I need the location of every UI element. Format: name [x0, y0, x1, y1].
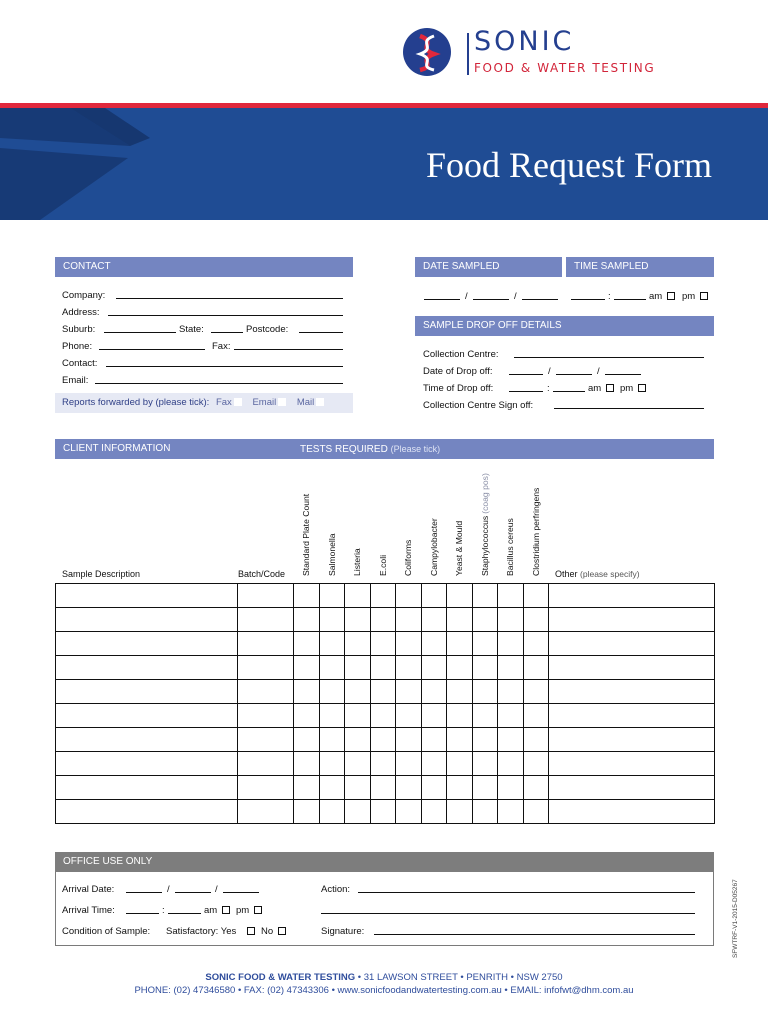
- dropoff-date-label: Date of Drop off:: [423, 366, 493, 377]
- sample-description-cell[interactable]: [56, 776, 238, 800]
- time-am-checkbox[interactable]: [667, 292, 675, 300]
- test-tick-cell[interactable]: [473, 752, 498, 776]
- table-row: [56, 632, 715, 656]
- test-tick-cell[interactable]: [524, 656, 549, 680]
- test-tick-cell[interactable]: [447, 704, 473, 728]
- dropoff-day-field[interactable]: [509, 366, 543, 375]
- date-sampled-day-field[interactable]: [424, 291, 460, 300]
- batch-code-cell[interactable]: [238, 704, 294, 728]
- dropoff-pm-checkbox[interactable]: [638, 384, 646, 392]
- batch-code-cell[interactable]: [238, 680, 294, 704]
- signoff-field[interactable]: [554, 400, 704, 409]
- test-tick-cell[interactable]: [498, 752, 524, 776]
- test-label: Bacillus cereus: [505, 518, 515, 576]
- tests-required-note: (Please tick): [390, 444, 441, 454]
- test-header: [377, 554, 388, 577]
- test-tick-cell[interactable]: [498, 656, 524, 680]
- satisfactory-no-label: No: [261, 926, 274, 937]
- test-tick-cell[interactable]: [473, 584, 498, 608]
- collection-centre-field[interactable]: [514, 349, 704, 358]
- arrival-pm-checkbox[interactable]: [254, 906, 262, 914]
- test-tick-cell[interactable]: [371, 656, 396, 680]
- test-label: Standard Plate Count: [301, 493, 311, 576]
- test-header: [428, 518, 439, 577]
- test-header: [530, 487, 541, 577]
- test-tick-cell[interactable]: [473, 632, 498, 656]
- test-tick-cell[interactable]: [473, 656, 498, 680]
- test-tick-cell[interactable]: [447, 800, 473, 824]
- dropoff-hour-field[interactable]: [509, 383, 543, 392]
- state-field[interactable]: [211, 324, 243, 333]
- condition-label: Condition of Sample:: [62, 926, 151, 937]
- other-label: Other: [555, 569, 578, 579]
- table-row: [56, 680, 715, 704]
- address-label: Address:: [62, 307, 100, 318]
- tests-required-label: TESTS REQUIRED: [300, 444, 388, 455]
- test-tick-cell[interactable]: [396, 704, 422, 728]
- date-sampled-year-field[interactable]: [522, 291, 558, 300]
- batch-code-cell[interactable]: [238, 800, 294, 824]
- dropoff-month-field[interactable]: [556, 366, 592, 375]
- other-cell[interactable]: [549, 584, 715, 608]
- satisfactory-yes-checkbox[interactable]: [247, 927, 255, 935]
- test-tick-cell[interactable]: [320, 608, 345, 632]
- test-header: [403, 539, 413, 577]
- test-tick-cell[interactable]: [345, 584, 371, 608]
- suburb-field[interactable]: [104, 324, 176, 333]
- arrival-am-checkbox[interactable]: [222, 906, 230, 914]
- test-tick-cell[interactable]: [422, 728, 447, 752]
- test-label: Clostridium perfringens: [530, 487, 541, 576]
- title-banner: [0, 108, 768, 220]
- sample-description-cell[interactable]: [56, 656, 238, 680]
- dropoff-minute-field[interactable]: [553, 383, 585, 392]
- dropoff-am-label: am: [588, 383, 602, 394]
- test-tick-cell[interactable]: [447, 728, 473, 752]
- fax-label: Fax:: [212, 341, 231, 352]
- test-header: [454, 520, 464, 577]
- sonic-logo-icon: [403, 28, 451, 76]
- test-tick-cell[interactable]: [422, 704, 447, 728]
- date-separator: /: [514, 291, 517, 302]
- client-info-label: CLIENT INFORMATION: [63, 443, 171, 454]
- fax-field[interactable]: [234, 341, 343, 350]
- test-tick-cell[interactable]: [345, 800, 371, 824]
- test-tick-cell[interactable]: [473, 800, 498, 824]
- phone-field[interactable]: [99, 341, 205, 350]
- table-row: [56, 704, 715, 728]
- test-tick-cell[interactable]: [422, 752, 447, 776]
- test-tick-cell[interactable]: [447, 608, 473, 632]
- test-tick-cell[interactable]: [473, 680, 498, 704]
- test-tick-cell[interactable]: [371, 728, 396, 752]
- time-colon: :: [608, 291, 611, 302]
- test-tick-cell[interactable]: [345, 656, 371, 680]
- arrival-pm-label: pm: [236, 905, 250, 916]
- time-am-label: am: [649, 291, 663, 302]
- table-row: [56, 776, 715, 800]
- postcode-field[interactable]: [299, 324, 343, 333]
- test-label: Listeria: [352, 548, 362, 576]
- date-sampled-month-field[interactable]: [473, 291, 509, 300]
- test-tick-cell[interactable]: [371, 608, 396, 632]
- footer-contact-line: PHONE: (02) 47346580 • FAX: (02) 47343306 • www.sonicfoodandwatertesting.com.au • EMAIL: infofwt@dhm.com.au: [134, 985, 634, 996]
- table-row: [56, 584, 715, 608]
- arrival-day-field[interactable]: [126, 884, 162, 893]
- sample-description-cell[interactable]: [56, 704, 238, 728]
- test-tick-cell[interactable]: [320, 632, 345, 656]
- other-note: (please specify): [580, 569, 640, 579]
- test-tick-cell[interactable]: [345, 728, 371, 752]
- contact-field[interactable]: [106, 358, 343, 367]
- contact-label: Contact:: [62, 358, 98, 369]
- test-tick-cell[interactable]: [320, 728, 345, 752]
- date-separator: /: [548, 366, 551, 377]
- test-tick-cell[interactable]: [320, 680, 345, 704]
- test-tick-cell[interactable]: [473, 728, 498, 752]
- phone-label: Phone:: [62, 341, 93, 352]
- footer-address-line: [0, 972, 768, 983]
- test-label: Yeast & Mould: [454, 520, 464, 576]
- signature-label: Signature:: [321, 926, 365, 937]
- test-tick-cell[interactable]: [524, 608, 549, 632]
- test-header: [301, 493, 311, 577]
- action-label: Action:: [321, 884, 351, 895]
- test-tick-cell[interactable]: [396, 776, 422, 800]
- time-sampled-bar: TIME SAMPLED: [566, 257, 714, 277]
- batch-code-cell[interactable]: [238, 752, 294, 776]
- state-label: State:: [179, 324, 204, 335]
- arrival-date-label: Arrival Date:: [62, 884, 115, 895]
- sample-description-cell[interactable]: [56, 728, 238, 752]
- test-label: Salmonella: [326, 533, 337, 576]
- table-row: [56, 752, 715, 776]
- time-colon: :: [547, 383, 550, 394]
- dropoff-section-bar: SAMPLE DROP OFF DETAILS: [415, 316, 714, 336]
- test-tick-cell[interactable]: [371, 680, 396, 704]
- test-tick-cell[interactable]: [371, 704, 396, 728]
- test-tick-cell[interactable]: [396, 632, 422, 656]
- date-separator: /: [597, 366, 600, 377]
- test-tick-cell[interactable]: [320, 800, 345, 824]
- suburb-label: Suburb:: [62, 324, 96, 335]
- mail-checkbox[interactable]: [316, 398, 324, 406]
- postcode-label: Postcode:: [246, 324, 289, 335]
- test-tick-cell[interactable]: [447, 752, 473, 776]
- batch-code-cell[interactable]: [238, 632, 294, 656]
- other-cell[interactable]: [549, 704, 715, 728]
- sample-description-cell[interactable]: [56, 680, 238, 704]
- table-row: [56, 800, 715, 824]
- fax-option-label: Fax: [215, 397, 232, 408]
- test-tick-cell[interactable]: [447, 680, 473, 704]
- test-tick-cell[interactable]: [320, 584, 345, 608]
- signature-field[interactable]: [374, 926, 695, 935]
- other-cell[interactable]: [549, 632, 715, 656]
- other-cell[interactable]: [549, 800, 715, 824]
- test-header: [352, 548, 362, 577]
- email-checkbox[interactable]: [278, 398, 286, 406]
- test-tick-cell[interactable]: [524, 680, 549, 704]
- sample-description-cell[interactable]: [56, 800, 238, 824]
- footer-address: • 31 LAWSON STREET • PENRITH • NSW 2750: [355, 972, 563, 983]
- time-colon: :: [162, 905, 165, 916]
- arrival-year-field[interactable]: [223, 884, 259, 893]
- satisfactory-yes-label: Satisfactory: Yes: [166, 926, 237, 937]
- arrival-time-label: Arrival Time:: [62, 905, 115, 916]
- reports-forwarded-row: [55, 393, 353, 413]
- table-row: [56, 656, 715, 680]
- batch-code-cell[interactable]: [238, 584, 294, 608]
- action-field-line-2[interactable]: [321, 905, 695, 914]
- logo-divider: [467, 33, 469, 75]
- test-tick-cell[interactable]: [422, 584, 447, 608]
- test-tick-cell[interactable]: [294, 680, 320, 704]
- test-tick-cell[interactable]: [498, 584, 524, 608]
- test-header: [326, 533, 337, 577]
- fax-checkbox[interactable]: [234, 398, 242, 406]
- email-option-label: Email: [252, 397, 277, 408]
- test-tick-cell[interactable]: [473, 704, 498, 728]
- test-label: E.coli: [377, 554, 388, 576]
- test-tick-cell[interactable]: [396, 728, 422, 752]
- time-pm-label: pm: [682, 291, 696, 302]
- test-header: [479, 473, 490, 577]
- test-tick-cell[interactable]: [345, 680, 371, 704]
- test-tick-cell[interactable]: [294, 776, 320, 800]
- test-tick-cell[interactable]: [396, 608, 422, 632]
- test-tick-cell[interactable]: [447, 776, 473, 800]
- test-label: Campylobacter: [428, 518, 439, 576]
- test-tick-cell[interactable]: [396, 680, 422, 704]
- test-tick-cell[interactable]: [371, 800, 396, 824]
- test-tick-cell[interactable]: [447, 656, 473, 680]
- test-tick-cell[interactable]: [294, 752, 320, 776]
- test-tick-cell[interactable]: [524, 704, 549, 728]
- brand-subtitle: FOOD & WATER TESTING: [474, 61, 656, 75]
- address-field[interactable]: [108, 307, 343, 316]
- batch-code-cell[interactable]: [238, 656, 294, 680]
- email-label: Email:: [62, 375, 89, 386]
- test-tick-cell[interactable]: [524, 800, 549, 824]
- test-tick-cell[interactable]: [422, 608, 447, 632]
- arrival-minute-field[interactable]: [168, 905, 201, 914]
- collection-centre-label: Collection Centre:: [423, 349, 499, 360]
- batch-code-cell[interactable]: [238, 776, 294, 800]
- table-row: [56, 728, 715, 752]
- test-tick-cell[interactable]: [345, 704, 371, 728]
- sample-description-cell[interactable]: [56, 632, 238, 656]
- other-cell[interactable]: [549, 776, 715, 800]
- mail-option-label: Mail: [296, 397, 315, 408]
- test-tick-cell[interactable]: [294, 632, 320, 656]
- test-tick-cell[interactable]: [447, 584, 473, 608]
- test-tick-cell[interactable]: [498, 680, 524, 704]
- test-tick-cell[interactable]: [498, 608, 524, 632]
- test-tick-cell[interactable]: [320, 776, 345, 800]
- test-tick-cell[interactable]: [371, 776, 396, 800]
- test-tick-cell[interactable]: [422, 800, 447, 824]
- test-tick-cell[interactable]: [396, 656, 422, 680]
- company-field[interactable]: [116, 290, 343, 299]
- test-tick-cell[interactable]: [371, 584, 396, 608]
- test-tick-cell[interactable]: [473, 608, 498, 632]
- contact-section-bar: CONTACT: [55, 257, 353, 277]
- test-tick-cell[interactable]: [524, 632, 549, 656]
- test-tick-cell[interactable]: [294, 656, 320, 680]
- batch-code-cell[interactable]: [238, 728, 294, 752]
- test-tick-cell[interactable]: [294, 608, 320, 632]
- form-title: Food Request Form: [425, 145, 712, 185]
- test-tick-cell[interactable]: [422, 656, 447, 680]
- test-label: Coliforms: [403, 539, 413, 576]
- sample-description-cell[interactable]: [56, 752, 238, 776]
- dropoff-pm-label: pm: [620, 383, 634, 394]
- test-tick-cell[interactable]: [498, 632, 524, 656]
- batch-code-heading: Batch/Code: [238, 569, 286, 579]
- sample-description-cell[interactable]: [56, 584, 238, 608]
- company-label: Company:: [62, 290, 106, 301]
- test-tick-cell[interactable]: [345, 752, 371, 776]
- test-tick-cell[interactable]: [498, 704, 524, 728]
- arrival-month-field[interactable]: [175, 884, 211, 893]
- test-header: [505, 518, 515, 577]
- table-row: [56, 608, 715, 632]
- test-note: (coag pos): [479, 473, 490, 514]
- test-tick-cell[interactable]: [498, 728, 524, 752]
- test-tick-cell[interactable]: [396, 800, 422, 824]
- office-use-bar: OFFICE USE ONLY: [55, 852, 714, 872]
- other-cell[interactable]: [549, 680, 715, 704]
- sample-description-heading: Sample Description: [62, 569, 141, 579]
- test-tick-cell[interactable]: [524, 776, 549, 800]
- test-tick-cell[interactable]: [294, 800, 320, 824]
- time-pm-checkbox[interactable]: [700, 292, 708, 300]
- other-cell[interactable]: [549, 728, 715, 752]
- other-cell[interactable]: [549, 608, 715, 632]
- time-sampled-minute-field[interactable]: [614, 291, 646, 300]
- footer-company: SONIC FOOD & WATER TESTING: [205, 972, 356, 983]
- other-cell[interactable]: [549, 656, 715, 680]
- test-tick-cell[interactable]: [371, 752, 396, 776]
- date-separator: /: [215, 884, 218, 895]
- test-tick-cell[interactable]: [524, 584, 549, 608]
- document-code: SFWTRF-V1-2015-D05267: [732, 879, 739, 958]
- reports-label: Reports forwarded by (please tick):: [62, 397, 210, 408]
- test-tick-cell[interactable]: [294, 584, 320, 608]
- test-tick-cell[interactable]: [320, 752, 345, 776]
- test-tick-cell[interactable]: [371, 632, 396, 656]
- test-label: Staphylococcus: [479, 515, 490, 576]
- arrival-am-label: am: [204, 905, 218, 916]
- test-tick-cell[interactable]: [320, 656, 345, 680]
- test-tick-cell[interactable]: [396, 752, 422, 776]
- chevron-decoration-icon: [0, 108, 160, 220]
- sample-description-cell[interactable]: [56, 608, 238, 632]
- test-tick-cell[interactable]: [294, 728, 320, 752]
- other-cell[interactable]: [549, 752, 715, 776]
- signoff-label: Collection Centre Sign off:: [423, 400, 534, 411]
- action-field[interactable]: [358, 884, 695, 893]
- dropoff-time-label: Time of Drop off:: [423, 383, 494, 394]
- arrival-hour-field[interactable]: [126, 905, 159, 914]
- test-tick-cell[interactable]: [422, 776, 447, 800]
- dropoff-year-field[interactable]: [605, 366, 641, 375]
- date-separator: /: [465, 291, 468, 302]
- test-tick-cell[interactable]: [294, 704, 320, 728]
- date-sampled-bar: DATE SAMPLED: [415, 257, 562, 277]
- test-tick-cell[interactable]: [320, 704, 345, 728]
- batch-code-cell[interactable]: [238, 608, 294, 632]
- test-tick-cell[interactable]: [473, 776, 498, 800]
- test-tick-cell[interactable]: [447, 632, 473, 656]
- test-tick-cell[interactable]: [498, 776, 524, 800]
- test-tick-cell[interactable]: [498, 800, 524, 824]
- test-tick-cell[interactable]: [345, 632, 371, 656]
- other-heading: [555, 568, 640, 580]
- test-tick-cell[interactable]: [422, 680, 447, 704]
- test-tick-cell[interactable]: [345, 608, 371, 632]
- date-separator: /: [167, 884, 170, 895]
- sample-table: [55, 583, 715, 824]
- test-tick-cell[interactable]: [422, 632, 447, 656]
- email-field[interactable]: [95, 375, 343, 384]
- satisfactory-no-checkbox[interactable]: [278, 927, 286, 935]
- test-tick-cell[interactable]: [345, 776, 371, 800]
- test-tick-cell[interactable]: [524, 728, 549, 752]
- test-tick-cell[interactable]: [524, 752, 549, 776]
- brand-name: SONIC: [474, 26, 575, 57]
- time-sampled-hour-field[interactable]: [571, 291, 605, 300]
- test-tick-cell[interactable]: [396, 584, 422, 608]
- dropoff-am-checkbox[interactable]: [606, 384, 614, 392]
- tests-required-heading: [300, 439, 440, 459]
